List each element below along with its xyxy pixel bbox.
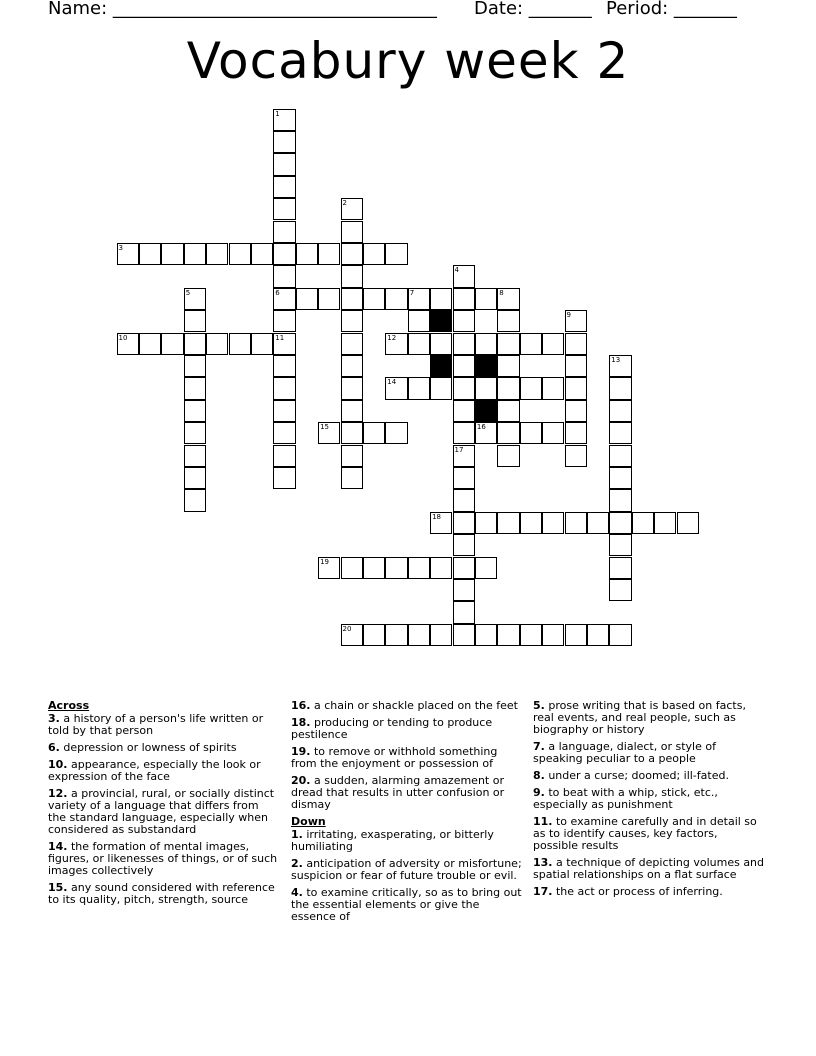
grid-cell[interactable] [430,377,452,399]
clue-number-label: 1. [291,828,303,841]
grid-cell[interactable] [341,221,363,243]
clue-number-label: 8. [533,769,545,782]
grid-cell[interactable] [565,310,587,332]
grid-cell[interactable] [408,624,430,646]
grid-cell[interactable] [385,288,407,310]
clue-number: 16 [476,423,486,432]
clue-item [48,841,280,877]
clue-item [533,816,765,852]
grid-cell[interactable] [430,512,452,534]
grid-cell[interactable] [542,333,564,355]
grid-cell[interactable] [609,422,631,444]
grid-cell[interactable] [408,557,430,579]
clue-text: to beat with a whip, stick, etc., especially as punishment [533,786,718,811]
grid-cell[interactable] [453,288,475,310]
grid-cell[interactable] [206,333,228,355]
grid-cell[interactable] [363,624,385,646]
grid-cell[interactable] [385,377,407,399]
clue-number-label: 5. [533,699,545,712]
clue-text: anticipation of adversity or misfortune; suspicion or fear of future trouble or evil. [291,857,522,882]
grid-cell[interactable] [273,198,295,220]
clue-item [533,741,765,765]
clue-text: irritating, exasperating, or bitterly humiliating [291,828,494,853]
grid-cell[interactable] [453,534,475,556]
clue-text: a provincial, rural, or socially distinct variety of a language that differs from the standard language, especially when considered as substandard [48,787,275,836]
grid-cell[interactable] [497,512,519,534]
grid-cell[interactable] [273,243,295,265]
grid-cell[interactable] [273,153,295,175]
grid-cell[interactable] [363,243,385,265]
grid-cell[interactable] [609,557,631,579]
grid-cell[interactable] [609,512,631,534]
grid-cell[interactable] [453,355,475,377]
grid-cell[interactable] [520,624,542,646]
clue-number: 8 [499,288,504,297]
grid-cell[interactable] [341,422,363,444]
clue-number-label: 3. [48,712,60,725]
grid-cell[interactable] [453,333,475,355]
grid-cell[interactable] [273,333,295,355]
clue-text: a history of a person's life written or told by that person [48,712,264,737]
clue-number-label: 2. [291,857,303,870]
grid-cell[interactable] [497,333,519,355]
grid-cell[interactable] [677,512,699,534]
grid-cell[interactable] [318,243,340,265]
clue-number-label: 19. [291,745,311,758]
clue-item [533,700,765,736]
grid-cell[interactable] [453,489,475,511]
grid-cell[interactable] [497,310,519,332]
clue-text: to examine carefully and in detail so as to identify causes, key factors, possible results [533,815,757,852]
grid-cell[interactable] [341,333,363,355]
grid-cell[interactable] [542,624,564,646]
grid-cell[interactable] [341,310,363,332]
grid-cell[interactable] [542,377,564,399]
grid-cell[interactable] [385,243,407,265]
grid-cell[interactable] [296,243,318,265]
grid-cell[interactable] [609,579,631,601]
clue-text: under a curse; doomed; ill-fated. [544,769,729,782]
clue-number: 18 [432,512,442,521]
grid-cell[interactable] [408,288,430,310]
grid-cell[interactable] [184,467,206,489]
clue-number: 15 [320,423,330,432]
grid-cell[interactable] [609,489,631,511]
clue-item [291,858,523,882]
clue-column-2 [291,700,523,928]
grid-cell[interactable] [161,333,183,355]
grid-cell[interactable] [453,467,475,489]
clue-number: 19 [320,557,330,566]
grid-cell[interactable] [475,333,497,355]
grid-cell[interactable] [385,557,407,579]
grid-cell[interactable] [184,288,206,310]
clue-number: 13 [611,355,621,364]
grid-cell[interactable] [497,355,519,377]
grid-cell[interactable] [497,422,519,444]
clue-number: 1 [275,109,280,118]
grid-cell[interactable] [184,400,206,422]
grid-cell[interactable] [251,243,273,265]
grid-cell[interactable] [229,333,251,355]
grid-cell[interactable] [408,333,430,355]
clue-number-label: 6. [48,741,60,754]
grid-cell[interactable] [385,333,407,355]
grid-cell[interactable] [296,288,318,310]
grid-cell[interactable] [408,377,430,399]
clue-text: prose writing that is based on facts, real events, and real people, such as biography or history [533,699,746,736]
grid-cell[interactable] [139,243,161,265]
clue-item [48,742,280,754]
grid-cell[interactable] [497,377,519,399]
grid-cell[interactable] [341,355,363,377]
grid-cell[interactable] [632,512,654,534]
grid-cell[interactable] [341,265,363,287]
clue-number-label: 15. [48,881,68,894]
grid-cell[interactable] [520,422,542,444]
grid-cell[interactable] [341,400,363,422]
grid-cell[interactable] [273,422,295,444]
clue-text: a sudden, alarming amazement or dread that results in utter confusion or dismay [291,774,505,811]
grid-cell[interactable] [497,288,519,310]
grid-cell[interactable] [475,422,497,444]
grid-cell[interactable] [385,422,407,444]
grid-block [475,400,497,422]
clue-number: 6 [275,288,280,297]
clue-number: 17 [454,445,464,454]
grid-cell[interactable] [273,221,295,243]
grid-cell[interactable] [184,333,206,355]
grid-cell[interactable] [273,400,295,422]
clue-number: 2 [342,199,347,208]
clue-number: 20 [342,624,352,633]
grid-cell[interactable] [542,422,564,444]
grid-cell[interactable] [341,467,363,489]
clue-text: a language, dialect, or style of speaking peculiar to a people [533,740,716,765]
clue-number-label: 16. [291,699,311,712]
grid-cell[interactable] [341,557,363,579]
grid-cell[interactable] [520,333,542,355]
clue-text: producing or tending to produce pestilence [291,716,493,741]
grid-cell[interactable] [453,624,475,646]
clue-text: the formation of mental images, figures, or likenesses of things, or of such images collectively [48,840,278,877]
grid-cell[interactable] [565,624,587,646]
grid-cell[interactable] [430,624,452,646]
grid-cell[interactable] [453,310,475,332]
grid-cell[interactable] [273,288,295,310]
grid-cell[interactable] [475,624,497,646]
grid-cell[interactable] [229,243,251,265]
grid-cell[interactable] [475,377,497,399]
grid-cell[interactable] [453,265,475,287]
clue-item [48,713,280,737]
clue-number: 11 [275,333,285,342]
grid-cell[interactable] [363,288,385,310]
grid-cell[interactable] [273,109,295,131]
grid-cell[interactable] [497,624,519,646]
clue-number: 4 [454,266,459,275]
clue-number-label: 10. [48,758,68,771]
clue-item [291,700,523,712]
across-heading: Across [48,699,90,712]
grid-cell[interactable] [475,512,497,534]
grid-cell[interactable] [497,445,519,467]
grid-cell[interactable] [341,377,363,399]
clue-number-label: 11. [533,815,553,828]
grid-cell[interactable] [565,333,587,355]
clue-item [533,787,765,811]
grid-cell[interactable] [184,445,206,467]
grid-cell[interactable] [206,243,228,265]
grid-cell[interactable] [475,557,497,579]
grid-cell[interactable] [542,512,564,534]
clue-text: a technique of depicting volumes and spatial relationships on a flat surface [533,856,765,881]
grid-block [430,310,452,332]
grid-cell[interactable] [273,310,295,332]
clue-item [291,717,523,741]
grid-cell[interactable] [117,243,139,265]
grid-cell[interactable] [341,445,363,467]
grid-cell[interactable] [453,445,475,467]
grid-cell[interactable] [184,489,206,511]
grid-cell[interactable] [273,355,295,377]
grid-cell[interactable] [341,624,363,646]
clue-number: 10 [118,333,128,342]
grid-cell[interactable] [609,534,631,556]
grid-cell[interactable] [453,422,475,444]
period-field-label: Period: _______ [606,0,737,19]
grid-cell[interactable] [453,601,475,623]
grid-cell[interactable] [273,445,295,467]
grid-cell[interactable] [609,445,631,467]
grid-cell[interactable] [251,333,273,355]
grid-block [430,355,452,377]
grid-cell[interactable] [453,579,475,601]
grid-cell[interactable] [184,355,206,377]
grid-cell[interactable] [565,422,587,444]
grid-cell[interactable] [609,400,631,422]
clue-item [533,857,765,881]
grid-cell[interactable] [184,310,206,332]
clue-text: to examine critically, so as to bring out the essential elements or give the essence of [291,886,522,923]
clue-item [48,759,280,783]
grid-cell[interactable] [117,333,139,355]
clue-number: 9 [566,311,571,320]
clue-item [533,886,765,898]
clue-number: 7 [409,288,415,297]
puzzle-title: Vocabury week 2 [186,32,630,90]
grid-cell[interactable] [453,512,475,534]
grid-cell[interactable] [139,333,161,355]
grid-cell[interactable] [363,557,385,579]
clue-item [291,746,523,770]
clue-number-label: 9. [533,786,545,799]
clue-number: 12 [387,333,397,342]
clue-text: to remove or withhold something from the enjoyment or possession of [291,745,498,770]
grid-cell[interactable] [341,243,363,265]
grid-cell[interactable] [430,557,452,579]
grid-cell[interactable] [609,355,631,377]
grid-cell[interactable] [609,624,631,646]
grid-cell[interactable] [520,512,542,534]
grid-cell[interactable] [654,512,676,534]
grid-cell[interactable] [453,400,475,422]
grid-block [475,355,497,377]
clue-number-label: 20. [291,774,311,787]
grid-cell[interactable] [318,557,340,579]
grid-cell[interactable] [475,288,497,310]
grid-cell[interactable] [520,377,542,399]
grid-cell[interactable] [587,512,609,534]
grid-cell[interactable] [408,310,430,332]
grid-cell[interactable] [341,288,363,310]
grid-cell[interactable] [273,176,295,198]
grid-cell[interactable] [565,512,587,534]
grid-cell[interactable] [565,400,587,422]
grid-cell[interactable] [497,400,519,422]
clue-item [533,770,765,782]
clue-text: a chain or shackle placed on the feet [310,699,518,712]
clue-item [291,829,523,853]
grid-cell[interactable] [161,243,183,265]
grid-cell[interactable] [565,377,587,399]
grid-cell[interactable] [385,624,407,646]
clue-number: 5 [185,288,191,297]
grid-cell[interactable] [273,467,295,489]
grid-cell[interactable] [184,243,206,265]
grid-cell[interactable] [565,445,587,467]
clue-column-3 [533,700,765,903]
grid-cell[interactable] [363,422,385,444]
grid-cell[interactable] [587,624,609,646]
grid-cell[interactable] [273,377,295,399]
grid-cell[interactable] [609,467,631,489]
clue-number-label: 12. [48,787,68,800]
clue-item [291,775,523,811]
clue-number-label: 13. [533,856,553,869]
grid-cell[interactable] [184,377,206,399]
grid-cell[interactable] [341,198,363,220]
clue-item [291,887,523,923]
clue-number-label: 18. [291,716,311,729]
grid-cell[interactable] [565,355,587,377]
date-field-label: Date: _______ [474,0,592,19]
name-field-label: Name: ____________________________________ [48,0,437,19]
clue-item [48,788,280,836]
grid-cell[interactable] [318,422,340,444]
clue-item [48,882,280,906]
clue-text: depression or lowness of spirits [59,741,237,754]
grid-cell[interactable] [609,377,631,399]
grid-cell[interactable] [318,288,340,310]
clue-number-label: 7. [533,740,545,753]
clue-number: 3 [118,243,123,252]
clue-text: any sound considered with reference to its quality, pitch, strength, source [48,881,275,906]
clue-number-label: 14. [48,840,68,853]
grid-cell[interactable] [430,333,452,355]
grid-cell[interactable] [430,288,452,310]
clue-number-label: 4. [291,886,303,899]
clue-number: 14 [387,378,397,387]
clue-text: the act or process of inferring. [552,885,723,898]
down-heading: Down [291,815,326,828]
grid-cell[interactable] [453,557,475,579]
clue-number-label: 17. [533,885,553,898]
clue-column-1 [48,700,280,911]
clue-text: appearance, especially the look or expression of the face [48,758,261,783]
grid-cell[interactable] [273,265,295,287]
grid-cell[interactable] [453,377,475,399]
grid-cell[interactable] [184,422,206,444]
grid-cell[interactable] [273,131,295,153]
